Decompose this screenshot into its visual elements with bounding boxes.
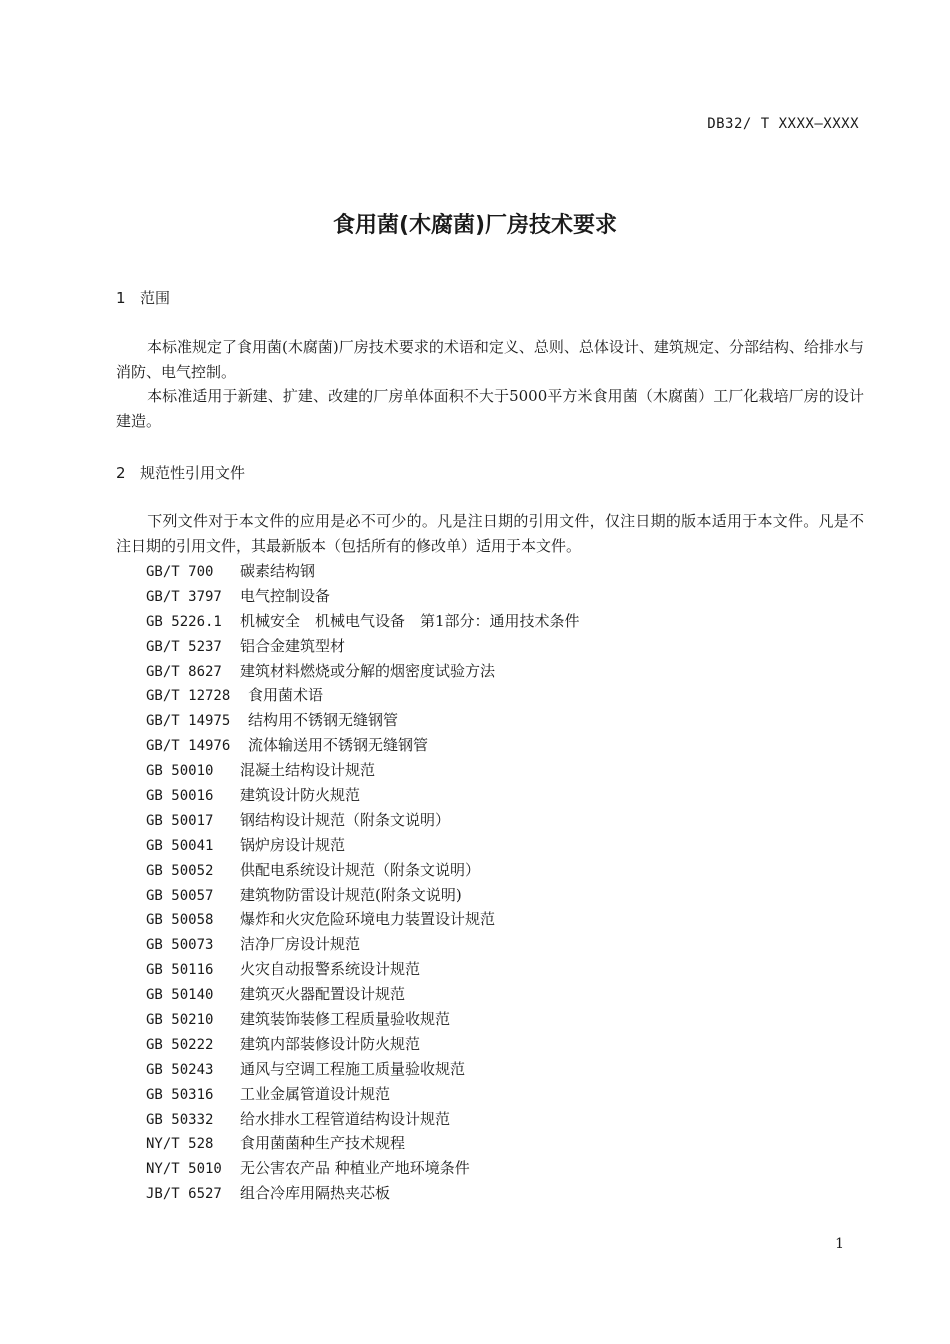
reference-code: GB 50332 xyxy=(146,1111,214,1128)
reference-item xyxy=(146,659,580,684)
reference-code: GB 50058 xyxy=(146,912,214,929)
reference-item xyxy=(146,758,580,783)
reference-code: GB 5226.1 xyxy=(146,613,222,630)
section-1-paragraph-2-text: 本标准适用于新建、扩建、改建的厂房单体面积不大于5000平方米食用菌（木腐菌）工厂化栽培厂房的设计建造。 xyxy=(116,387,864,430)
reference-code: GB 50057 xyxy=(146,887,214,904)
reference-item xyxy=(146,932,580,957)
reference-title: 通风与空调工程施工质量验收规范 xyxy=(240,1059,466,1078)
reference-code: GB 50116 xyxy=(146,962,214,979)
reference-title: 给水排水工程管道结构设计规范 xyxy=(240,1109,451,1128)
reference-item xyxy=(146,584,580,609)
reference-item xyxy=(146,1131,580,1156)
reference-code: GB 50073 xyxy=(146,937,214,954)
reference-item xyxy=(146,808,580,833)
reference-title: 爆炸和火灾危险环境电力装置设计规范 xyxy=(240,910,496,929)
reference-item xyxy=(146,1082,580,1107)
reference-code: GB/T 700 xyxy=(146,564,214,580)
reference-item xyxy=(146,683,580,708)
reference-code: GB 50052 xyxy=(146,862,214,879)
section-1-number: 1 xyxy=(116,289,126,307)
section-1-paragraph-1 xyxy=(116,335,864,385)
section-2-title: 规范性引用文件 xyxy=(140,464,246,482)
section-2-number: 2 xyxy=(116,464,126,482)
reference-title: 组合冷库用隔热夹芯板 xyxy=(240,1184,391,1203)
reference-title: 电气控制设备 xyxy=(240,586,331,605)
reference-item xyxy=(146,783,580,808)
reference-title: 结构用不锈钢无缝钢管 xyxy=(248,711,399,730)
section-1-paragraph-2 xyxy=(116,384,864,434)
document-code: DB32/ T XXXX—XXXX xyxy=(707,116,859,132)
reference-title: 建筑物防雷设计规范(附条文说明) xyxy=(240,885,462,904)
reference-code: GB 50243 xyxy=(146,1061,214,1078)
reference-title: 机械安全 机械电气设备 第1部分：通用技术条件 xyxy=(240,611,580,630)
reference-code: GB/T 8627 xyxy=(146,663,222,680)
reference-title: 建筑设计防火规范 xyxy=(240,786,361,805)
reference-item xyxy=(146,907,580,932)
reference-code: GB/T 14975 xyxy=(146,713,231,730)
reference-item xyxy=(146,609,580,634)
page-number: 1 xyxy=(835,1236,844,1252)
reference-code: GB 50041 xyxy=(146,837,214,854)
reference-item xyxy=(146,1107,580,1132)
reference-title: 建筑内部装修设计防火规范 xyxy=(240,1034,421,1053)
reference-item xyxy=(146,833,580,858)
reference-code: NY/T 5010 xyxy=(146,1161,222,1178)
reference-item xyxy=(146,1057,580,1082)
reference-code: GB/T 3797 xyxy=(146,588,222,605)
reference-title: 钢结构设计规范（附条文说明） xyxy=(240,810,451,829)
reference-item xyxy=(146,957,580,982)
document-title: 食用菌(木腐菌)厂房技术要求 xyxy=(332,213,618,238)
reference-title: 供配电系统设计规范（附条文说明） xyxy=(240,860,481,879)
reference-item xyxy=(146,1156,580,1181)
reference-code: GB 50016 xyxy=(146,788,214,805)
reference-code: GB/T 14976 xyxy=(146,738,231,755)
reference-title: 工业金属管道设计规范 xyxy=(240,1084,391,1103)
reference-item xyxy=(146,634,580,659)
reference-item xyxy=(146,1032,580,1057)
reference-title: 食用菌术语 xyxy=(248,686,324,705)
reference-title: 火灾自动报警系统设计规范 xyxy=(240,960,421,979)
reference-title: 食用菌菌种生产技术规程 xyxy=(240,1134,406,1153)
reference-code: GB 50222 xyxy=(146,1036,214,1053)
section-2-intro xyxy=(116,509,864,559)
reference-title: 无公害农产品 种植业产地环境条件 xyxy=(240,1159,470,1178)
reference-code: GB 50210 xyxy=(146,1012,214,1029)
section-1-title: 范围 xyxy=(140,289,171,307)
reference-item xyxy=(146,708,580,733)
reference-title: 洁净厂房设计规范 xyxy=(240,935,361,954)
section-1-paragraph-1-text: 本标准规定了食用菌(木腐菌)厂房技术要求的术语和定义、总则、总体设计、建筑规定、分部结构、给排水与消防、电气控制。 xyxy=(116,338,864,381)
reference-code: GB 50316 xyxy=(146,1086,214,1103)
reference-item xyxy=(146,1007,580,1032)
reference-code: JB/T 6527 xyxy=(146,1186,222,1203)
reference-title: 混凝土结构设计规范 xyxy=(240,761,376,780)
reference-code: GB/T 5237 xyxy=(146,638,222,655)
reference-title: 铝合金建筑型材 xyxy=(240,636,346,655)
reference-item xyxy=(146,982,580,1007)
reference-item xyxy=(146,858,580,883)
reference-code: NY/T 528 xyxy=(146,1136,214,1153)
reference-code: GB 50010 xyxy=(146,763,214,780)
reference-item xyxy=(146,559,580,584)
section-2-intro-text: 下列文件对于本文件的应用是必不可少的。凡是注日期的引用文件，仅注日期的版本适用于本文件。凡是不注日期的引用文件，其最新版本（包括所有的修改单）适用于本文件。 xyxy=(116,512,864,555)
reference-title: 建筑装饰装修工程质量验收规范 xyxy=(240,1010,451,1029)
section-1-heading xyxy=(116,287,170,308)
reference-code: GB 50140 xyxy=(146,987,214,1004)
reference-title: 锅炉房设计规范 xyxy=(240,835,346,854)
reference-code: GB/T 12728 xyxy=(146,688,231,705)
reference-code: GB 50017 xyxy=(146,812,214,829)
reference-title: 建筑灭火器配置设计规范 xyxy=(240,985,406,1004)
reference-title: 建筑材料燃烧或分解的烟密度试验方法 xyxy=(240,661,496,680)
reference-item xyxy=(146,883,580,908)
section-2-heading xyxy=(116,462,245,483)
reference-list xyxy=(146,559,580,1206)
reference-item xyxy=(146,733,580,758)
reference-title: 流体输送用不锈钢无缝钢管 xyxy=(248,736,429,755)
reference-title: 碳素结构钢 xyxy=(240,562,316,580)
reference-item xyxy=(146,1181,580,1206)
